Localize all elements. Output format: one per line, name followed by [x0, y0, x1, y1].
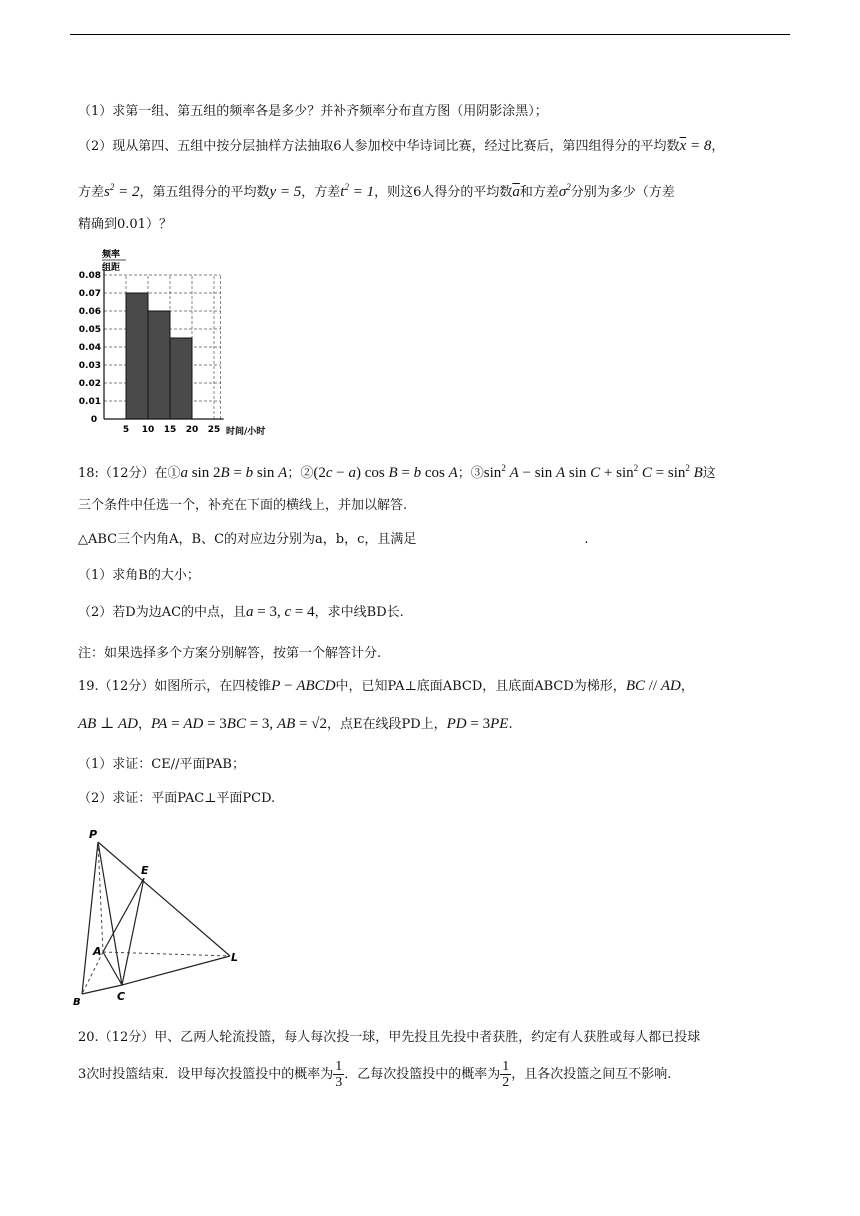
label-E: E	[141, 864, 149, 877]
fraction-one-half: $\frac{1}{2}$	[502, 1059, 510, 1090]
y-tick-label: 0.03	[78, 361, 101, 371]
y-tick-label: 0.06	[78, 307, 101, 317]
q19-line2: AB ⊥ AD，PA = AD = 3BC = 3, AB = √2，点E在线段PD上，PD = 3PE.	[78, 716, 513, 732]
x-axis-label: 时间/小时	[226, 427, 266, 437]
q18-note: 注：如果选择多个方案分别解答，按第一个解答计分.	[78, 646, 382, 661]
header-rule	[70, 34, 790, 35]
edge-AB	[82, 952, 103, 994]
y-tick-label: 0.02	[78, 379, 101, 389]
edge-CE	[122, 878, 144, 985]
q19-part2: （2）求证：平面PAC⊥平面PCD.	[78, 791, 276, 806]
math-xbar: $\overline{x} = 8$	[679, 138, 712, 154]
y-label-top: 频率	[102, 250, 121, 260]
x-tick-label: 25	[207, 425, 221, 435]
y-tick-label: 0.04	[78, 343, 101, 353]
q17-part2-line2: 方差$s^2 = 2$，第五组得分的平均数y = 5，方差$t^2 = 1$，则这6人得分的平均数$\overline{a}$和方差$\sigma^2$分别为多少（方差	[78, 182, 675, 200]
q17-part2-line1: （2）现从第四、五组中按分层抽样方法抽取6人参加校中华诗词比赛，经过比赛后，第四组得分的平均数$\overline{x} = 8$，	[78, 138, 725, 154]
q20-line1: 20.（12分）甲、乙两人轮流投篮，每人每次投一球，甲先投且先投中者获胜，约定有人获胜或每人都已投球	[78, 1030, 701, 1045]
x-tick-label: 0	[90, 415, 98, 425]
label-L: L	[231, 951, 239, 964]
label-A: A	[93, 945, 102, 958]
histogram-bar	[126, 293, 148, 419]
edge-AE	[103, 878, 144, 952]
edge-AD	[103, 952, 230, 956]
q19-line1: 19.（12分）如图所示，在四棱锥P − ABCD中，已知PA⊥底面ABCD，且底面ABCD为梯形，BC // AD，	[78, 678, 694, 694]
x-tick-label: 20	[185, 425, 199, 435]
q17-part1: （1）求第一组、第五组的频率各是多少？并补齐频率分布直方图（用阴影涂黑）；	[78, 104, 548, 119]
label-P: P	[89, 828, 98, 841]
y-tick-label: 0.01	[78, 397, 101, 407]
fraction-one-third: $\frac{1}{3}$	[335, 1059, 343, 1090]
histogram-bar	[170, 338, 192, 419]
edge-PD	[98, 842, 230, 956]
x-tick-label: 10	[141, 425, 155, 435]
q18-line3: △ABC三个内角A，B、C的对应边分别为a，b，c，且满足 .	[78, 532, 589, 547]
q20-line2: 3次时投篮结束．设甲每次投篮投中的概率为 $\frac{1}{3}$ ．乙每次投篮投中的概率为 $\frac{1}{2}$ ，且各次投篮之间互不影响.	[78, 1059, 672, 1090]
histogram-bar	[148, 311, 170, 419]
q19-part1: （1）求证：CE//平面PAB；	[78, 757, 245, 772]
edge-PB	[82, 842, 98, 994]
label-B: B	[73, 997, 81, 1008]
edge-BC	[82, 985, 122, 994]
q18-line1: 18:（12分）在①a sin 2B = b sin A；②(2c − a) cos B = b cos A；$③\sin^2$ A − sin A $\sin C + \sin^2 C = \sin^2 B$这	[78, 463, 716, 481]
y-tick-label: 0.05	[78, 325, 101, 335]
y-tick-label: 0.07	[78, 289, 101, 299]
q18-line2: 三个条件中任选一个，补充在下面的横线上，并加以解答.	[78, 498, 408, 513]
y-label-bottom: 组距	[102, 263, 121, 273]
q17-part2-line3: 精确到0.01）？	[78, 217, 172, 232]
label-C: C	[117, 990, 126, 1003]
q18-part1: （1）求角B的大小；	[78, 568, 200, 583]
x-tick-label: 15	[163, 425, 177, 435]
y-tick-label: 0.08	[78, 271, 101, 281]
edge-CD	[122, 956, 230, 985]
pyramid-figure	[70, 822, 245, 1008]
x-tick-label: 5	[122, 425, 130, 435]
q18-part2: （2）若D为边AC的中点，且a = 3, c = 4，求中线BD长.	[78, 604, 404, 620]
frequency-histogram	[70, 244, 285, 444]
